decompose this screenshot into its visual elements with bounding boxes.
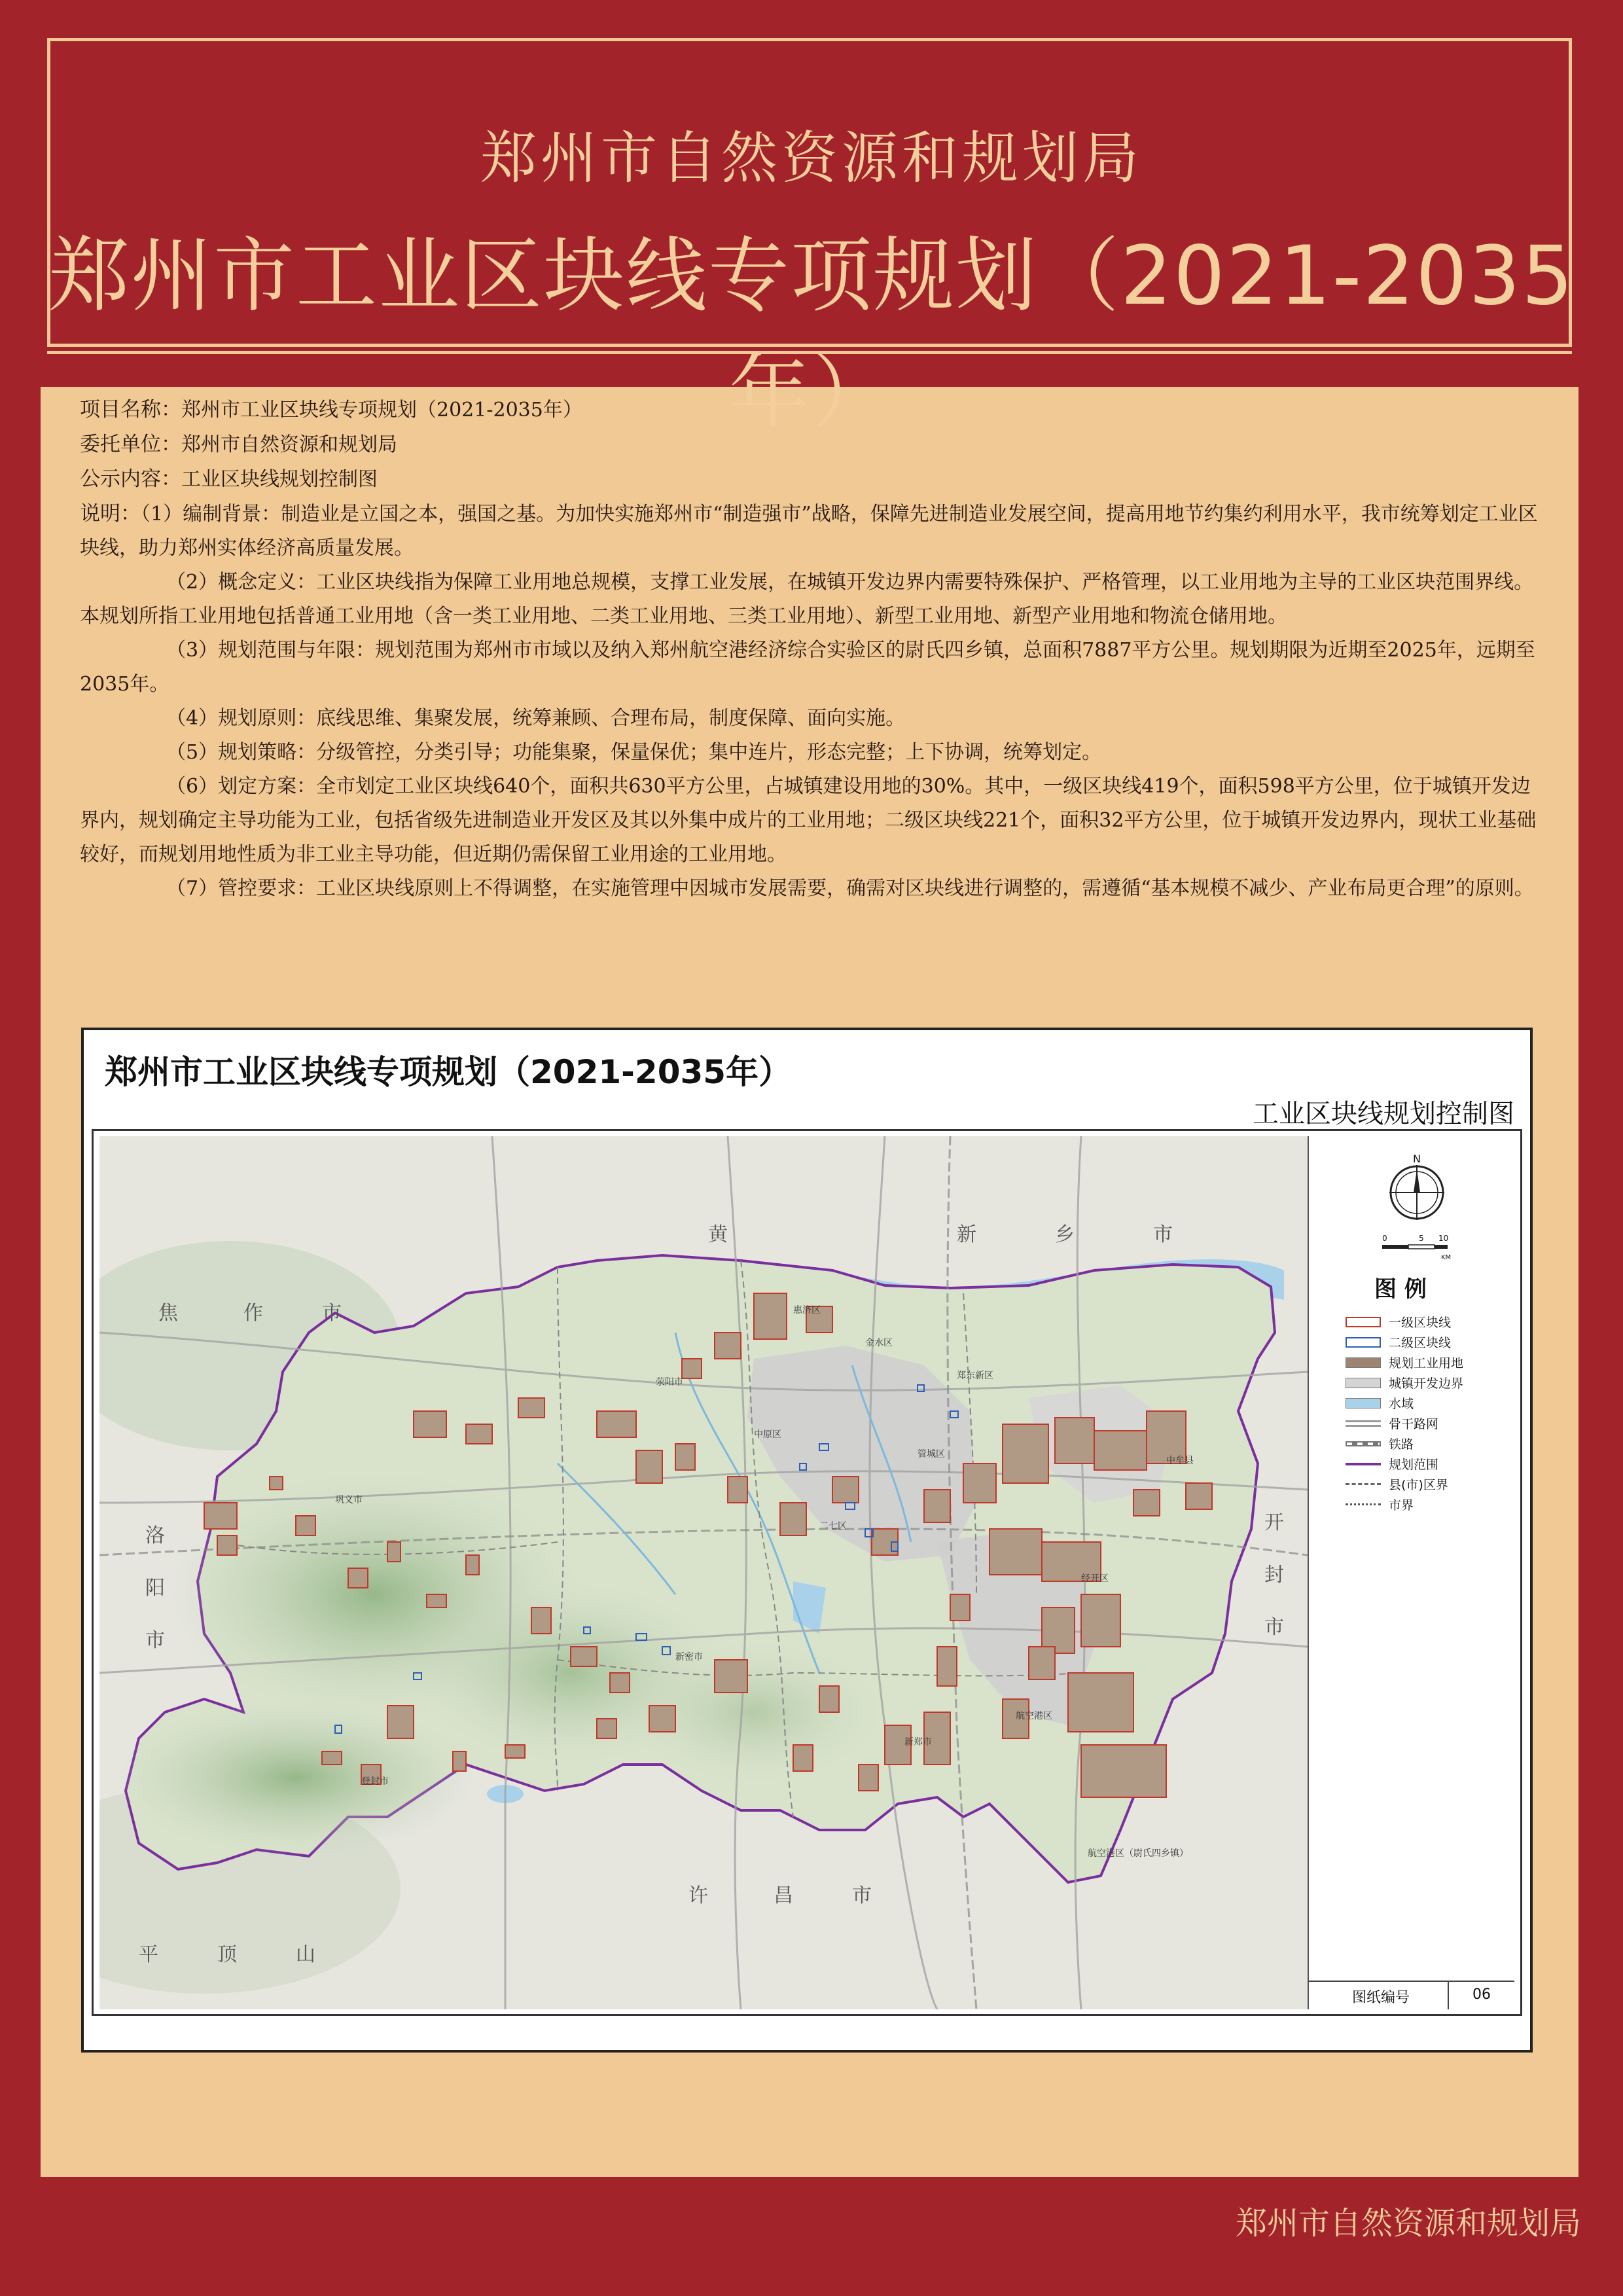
svg-text:新密市: 新密市 bbox=[675, 1652, 703, 1662]
legend-label: 县(市)区界 bbox=[1389, 1478, 1448, 1492]
legend-swatch-icon bbox=[1346, 1420, 1381, 1427]
svg-text:中牟县: 中牟县 bbox=[1166, 1456, 1194, 1466]
svg-text:金水区: 金水区 bbox=[865, 1338, 893, 1348]
legend-title: 图 例 bbox=[1374, 1276, 1427, 1302]
map-subtitle: 工业区块线规划控制图 bbox=[1253, 1099, 1514, 1129]
svg-text:经开区: 经开区 bbox=[1081, 1573, 1109, 1584]
project-row bbox=[80, 393, 1550, 427]
legend-label: 铁路 bbox=[1389, 1437, 1414, 1452]
client-value: 郑州市自然资源和规划局 bbox=[181, 433, 397, 456]
legend-label: 市界 bbox=[1389, 1498, 1414, 1513]
legend-label: 水域 bbox=[1389, 1397, 1414, 1411]
page-title: 郑州市工业区块线专项规划（2021-2035年） bbox=[48, 229, 1575, 440]
project-label: 项目名称： bbox=[80, 398, 181, 422]
agency-name: 郑州市自然资源和规划局 bbox=[480, 126, 1143, 191]
legend-item bbox=[1346, 1413, 1463, 1433]
description-paragraph: 说明：（1）编制背景：制造业是立国之本，强国之基。为加快实施郑州市“制造强市”战略，保障先进制造业发展空间，提高用地节约集约利用水平，我市统筹划定工业区块线，助力郑州实体经济高质量发展。 bbox=[80, 502, 1538, 560]
content-label: 公示内容： bbox=[80, 467, 181, 491]
svg-text:10: 10 bbox=[1438, 1234, 1449, 1243]
legend-item bbox=[1346, 1474, 1463, 1494]
svg-text:惠济区: 惠济区 bbox=[793, 1305, 821, 1316]
svg-text:市: 市 bbox=[852, 1884, 873, 1907]
svg-text:0: 0 bbox=[1382, 1234, 1387, 1243]
content-row bbox=[80, 462, 1550, 497]
svg-text:N: N bbox=[1413, 1153, 1421, 1165]
svg-text:市: 市 bbox=[1153, 1223, 1174, 1246]
legend-label: 城镇开发边界 bbox=[1389, 1376, 1464, 1391]
project-value: 郑州市工业区块线专项规划（2021-2035年） bbox=[181, 399, 582, 422]
svg-text:作: 作 bbox=[243, 1302, 264, 1325]
sheet-number: 06 bbox=[1472, 1986, 1491, 2003]
svg-text:昌: 昌 bbox=[774, 1884, 794, 1907]
legend-label: 一级区块线 bbox=[1389, 1316, 1452, 1330]
compass-icon bbox=[1381, 1153, 1453, 1265]
svg-text:焦: 焦 bbox=[158, 1302, 179, 1325]
legend-label: 规划范围 bbox=[1389, 1458, 1439, 1472]
info-section bbox=[80, 393, 1550, 906]
legend-swatch-icon bbox=[1346, 1378, 1381, 1388]
svg-text:乡: 乡 bbox=[1055, 1223, 1076, 1246]
svg-text:市: 市 bbox=[322, 1302, 343, 1325]
description-label: 说明： bbox=[80, 502, 141, 526]
description-paragraph: （3）规划范围与年限：规划范围为郑州市市域以及纳入郑州航空港经济综合实验区的尉氏四乡镇，总面积7887平方公里。规划期限为近期至2025年，远期至2035年。 bbox=[80, 639, 1535, 696]
client-label: 委托单位： bbox=[80, 433, 181, 456]
legend-swatch-icon bbox=[1346, 1357, 1381, 1368]
svg-text:航空港区: 航空港区 bbox=[1016, 1711, 1052, 1721]
svg-text:中原区: 中原区 bbox=[754, 1429, 781, 1440]
legend-label: 骨干路网 bbox=[1389, 1417, 1439, 1431]
svg-text:巩义市: 巩义市 bbox=[335, 1495, 363, 1505]
content-value: 工业区块线规划控制图 bbox=[181, 468, 378, 491]
legend-item bbox=[1346, 1393, 1463, 1413]
map-title: 郑州市工业区块线专项规划（2021-2035年） bbox=[105, 1053, 792, 1091]
svg-text:阳: 阳 bbox=[145, 1577, 166, 1600]
description-paragraph: （7）管控要求：工业区块线原则上不得调整，在实施管理中因城市发展需要，确需对区块线进行调整的，需遵循“基本规模不减少、产业布局更合理”的原则。 bbox=[166, 877, 1534, 900]
svg-text:封: 封 bbox=[1264, 1564, 1285, 1587]
svg-text:新: 新 bbox=[957, 1223, 978, 1246]
svg-text:洛: 洛 bbox=[145, 1524, 166, 1547]
description-paragraph: （6）划定方案：全市划定工业区块线640个，面积共630平方公里，占城镇建设用地的30%。其中，一级区块线419个，面积598平方公里，位于城镇开发边界内，规划确定主导功能为工业，包括省级先进制造业开发区及其以外集中成片的工业用地；二级区块线221个，面积32平方公里，位于城镇开发边界内，现状工业基础较好，而规划用地性质为非工业主导功能，但近期仍需保留工业用途的工业用地。 bbox=[80, 775, 1537, 866]
legend-item bbox=[1346, 1332, 1463, 1352]
svg-text:开: 开 bbox=[1264, 1511, 1285, 1534]
svg-text:新郑市: 新郑市 bbox=[904, 1737, 932, 1748]
description-paragraph: （2）概念定义：工业区块线指为保障工业用地总规模，支撑工业发展，在城镇开发边界内需要特殊保护、严格管理，以工业用地为主导的工业区块范围界线。本规划所指工业用地包括普通工业用地（含一类工业用地、二类工业用地、三类工业用地）、新型工业用地、新型产业用地和物流仓储用地。 bbox=[80, 571, 1534, 628]
legend-swatch-icon bbox=[1346, 1317, 1381, 1327]
legend-swatch-icon bbox=[1346, 1441, 1381, 1446]
svg-text:KM: KM bbox=[1441, 1254, 1452, 1261]
client-row bbox=[80, 427, 1550, 462]
svg-text:航空港区（尉氏四乡镇）: 航空港区（尉氏四乡镇） bbox=[1088, 1848, 1188, 1859]
svg-text:顶: 顶 bbox=[217, 1943, 238, 1966]
svg-text:郑东新区: 郑东新区 bbox=[957, 1371, 993, 1381]
legend-swatch-icon bbox=[1346, 1483, 1381, 1485]
description-paragraph: （4）规划原则：底线思维、集聚发展，统筹兼顾、合理布局，制度保障、面向实施。 bbox=[166, 707, 906, 730]
legend-item bbox=[1346, 1494, 1463, 1515]
svg-text:二七区: 二七区 bbox=[819, 1521, 847, 1532]
description-paragraph: （5）规划策略：分级管控，分类引导；功能集聚，保量保优；集中连片，形态完整；上下协调，统筹划定。 bbox=[166, 741, 1102, 764]
svg-text:许: 许 bbox=[688, 1884, 709, 1907]
svg-text:登封市: 登封市 bbox=[361, 1776, 389, 1787]
svg-text:市: 市 bbox=[1264, 1616, 1285, 1639]
legend-swatch-icon bbox=[1346, 1398, 1381, 1408]
legend-item bbox=[1346, 1352, 1463, 1372]
svg-text:5: 5 bbox=[1419, 1234, 1424, 1243]
map-canvas bbox=[99, 1136, 1308, 2009]
scale-bar bbox=[1382, 1234, 1451, 1261]
legend-label: 二级区块线 bbox=[1389, 1336, 1452, 1350]
legend-swatch-icon bbox=[1346, 1503, 1381, 1505]
legend-item bbox=[1346, 1372, 1463, 1393]
legend-item bbox=[1346, 1433, 1463, 1454]
sheet-divider bbox=[1448, 1982, 1449, 2009]
legend-panel bbox=[1308, 1136, 1517, 2009]
svg-text:平: 平 bbox=[139, 1943, 160, 1966]
legend-swatch-icon bbox=[1346, 1463, 1381, 1465]
svg-text:市: 市 bbox=[145, 1629, 166, 1652]
legend-list bbox=[1346, 1312, 1463, 1515]
svg-text:荥阳市: 荥阳市 bbox=[656, 1377, 683, 1388]
svg-text:山: 山 bbox=[296, 1943, 317, 1966]
svg-text:黄: 黄 bbox=[708, 1223, 729, 1246]
footer-agency: 郑州市自然资源和规划局 bbox=[1235, 2205, 1581, 2242]
legend-label: 规划工业用地 bbox=[1389, 1356, 1464, 1371]
sheet-label: 图纸编号 bbox=[1352, 1990, 1410, 2006]
legend-item bbox=[1346, 1454, 1463, 1474]
legend-swatch-icon bbox=[1346, 1337, 1381, 1348]
svg-text:管城区: 管城区 bbox=[918, 1449, 945, 1460]
legend-item bbox=[1346, 1312, 1463, 1332]
